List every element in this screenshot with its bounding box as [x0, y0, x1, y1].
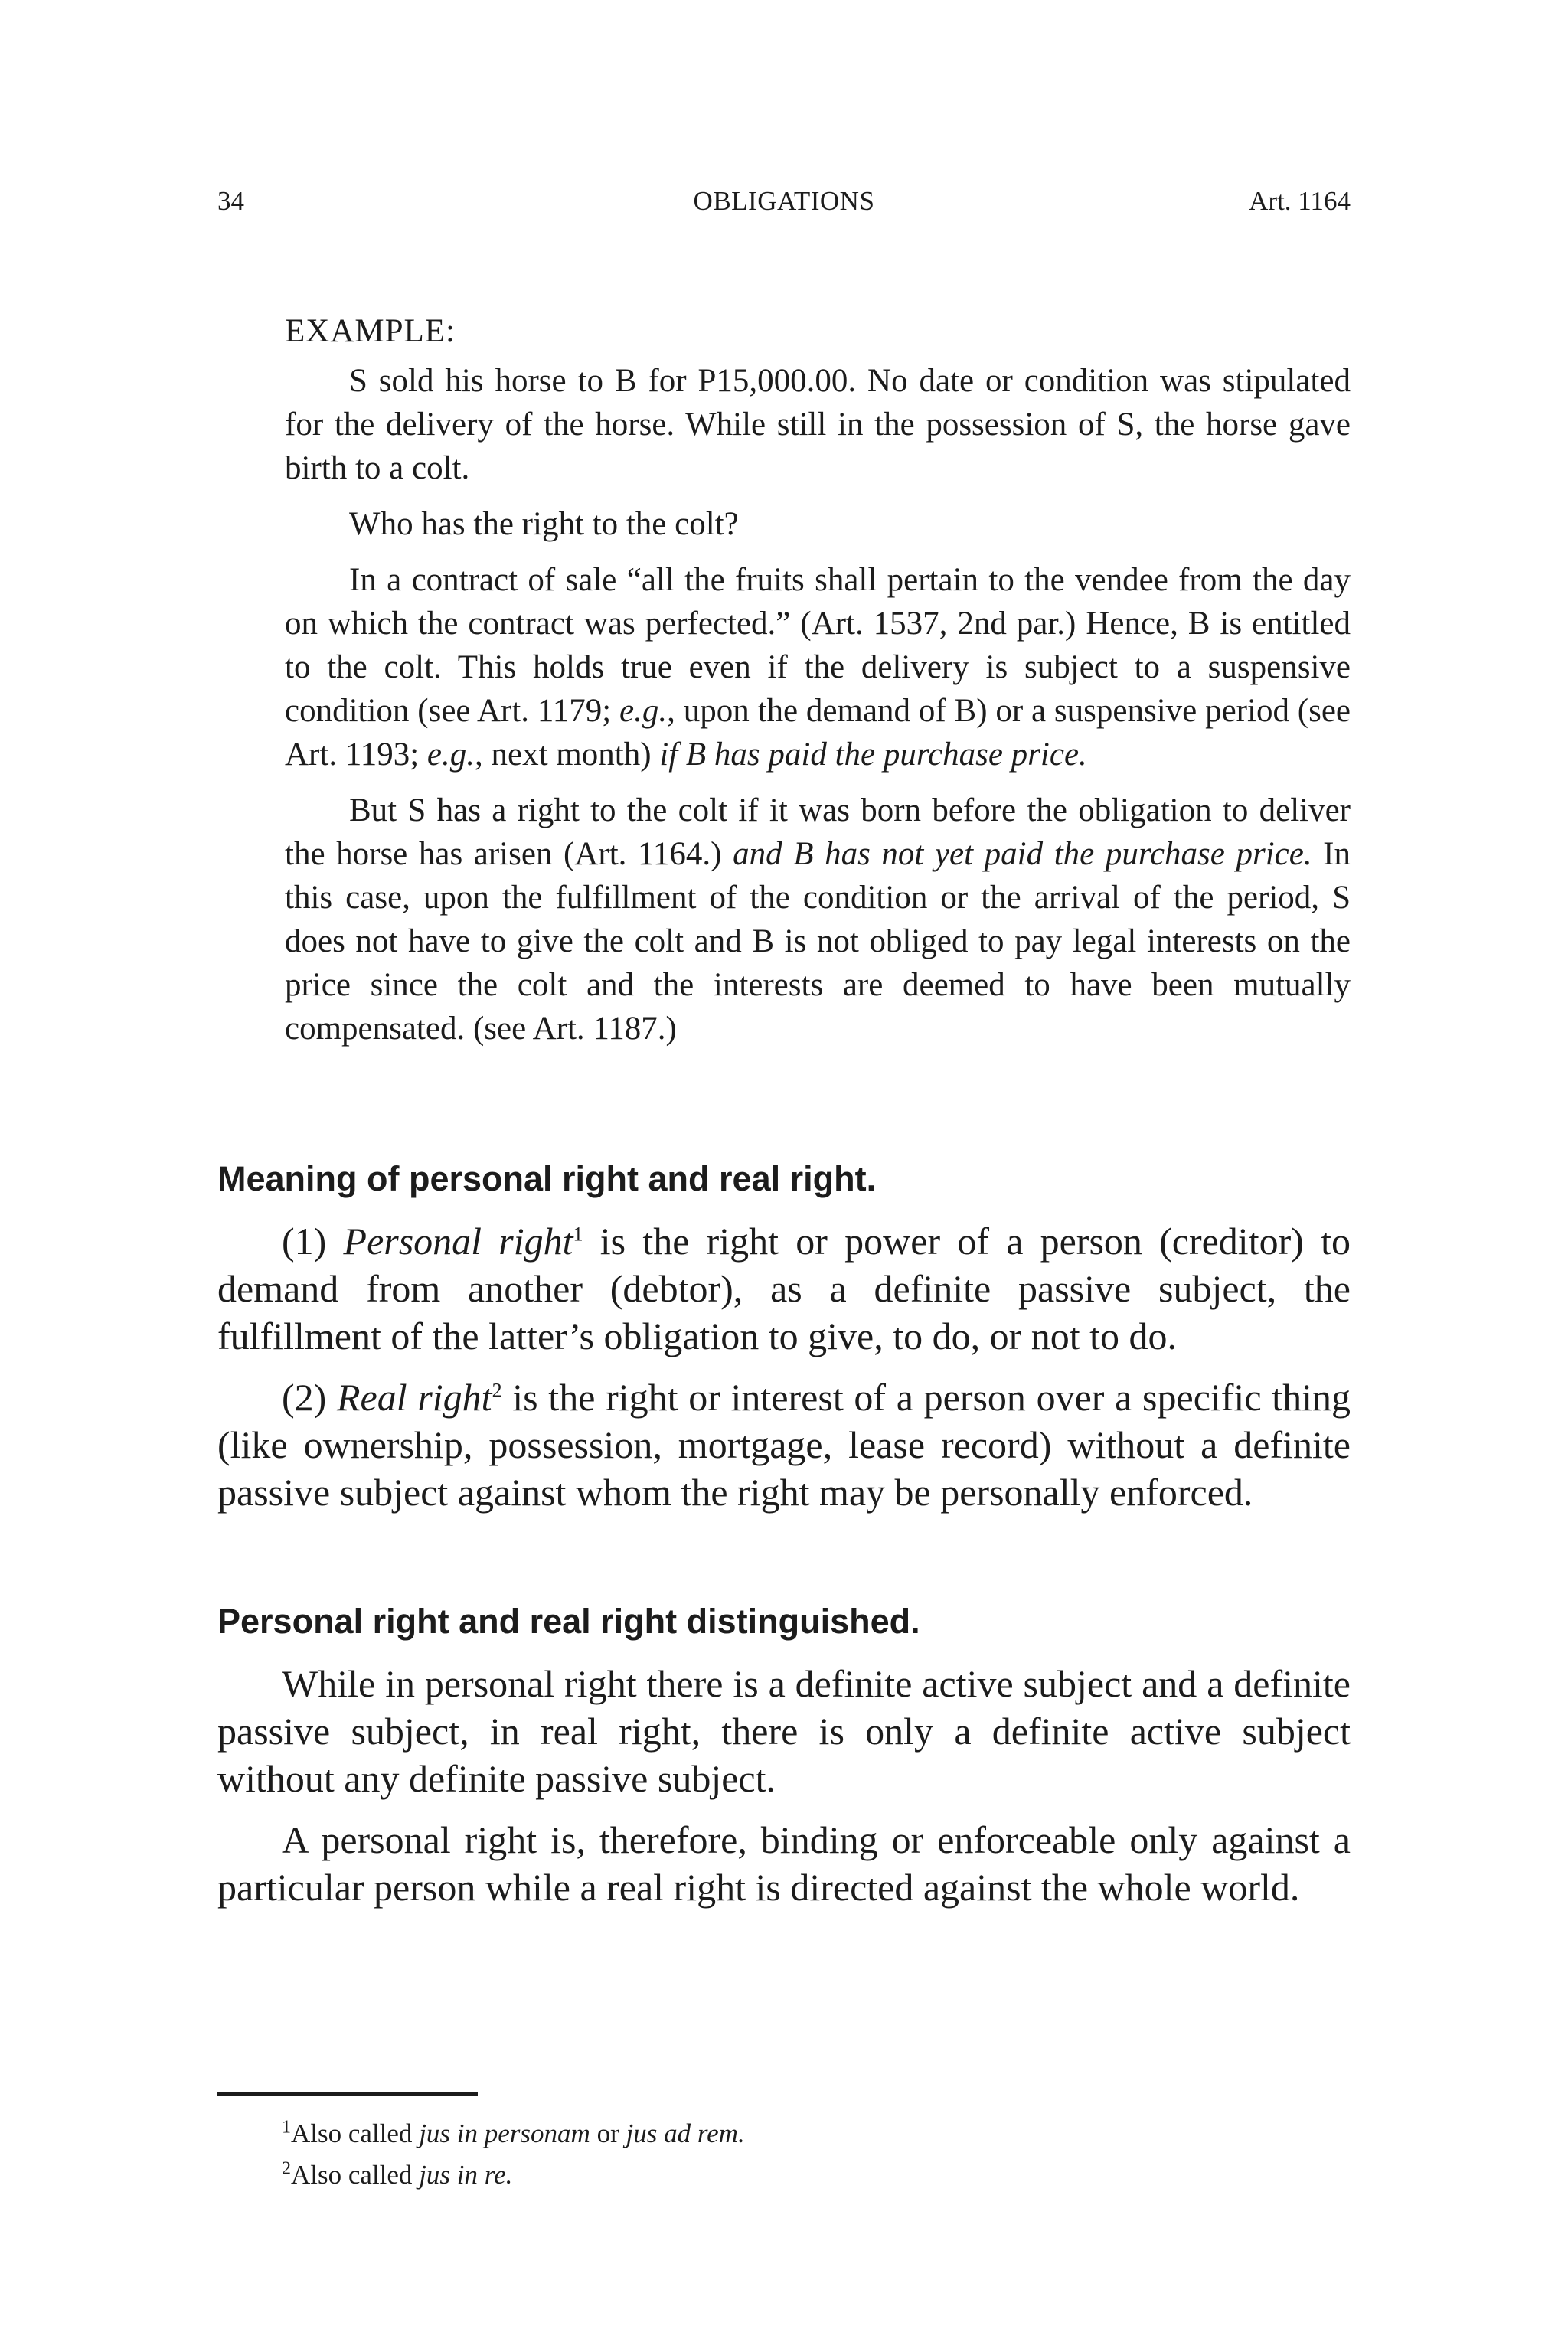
footnote-mark: 1 — [282, 2117, 291, 2138]
footnotes — [282, 2113, 1351, 2196]
answer-text: , next month) — [475, 737, 660, 773]
body-paragraph: While in personal right there is a definite active subject and a definite passive subject, in real right, there is only a definite active subject without any definite passive subject. — [217, 1662, 1351, 1800]
section-distinguished — [217, 1599, 1351, 1925]
example-question: Who has the right to the colt? — [349, 506, 739, 542]
page-number: 34 — [217, 186, 244, 216]
exception-italic: and B has not yet paid the purchase price. — [733, 836, 1312, 872]
answer-italic: e.g. — [619, 693, 668, 729]
answer-text: In a contract of sale “all the fruits shall pertain to the vendee from the day on which the contract was perfected.” (Art. 1537, 2nd par.) Hence, B is entitled to the colt. This holds true even if the delivery is subject to a suspensive condition (see Art. 1179; — [285, 562, 1351, 729]
body-paragraph: A personal right is, therefore, binding or enforceable only against a particular person while a real right is directed against the whole world. — [217, 1818, 1351, 1909]
section-heading: Meaning of personal right and real right. — [217, 1159, 877, 1198]
definition-text: is the right or power of a person (creditor) to demand from another (debtor), as a definite passive subject, the fulfillment of the latter’s obligation to give, to do, or not to do. — [217, 1220, 1351, 1357]
footnote — [282, 2113, 1351, 2154]
defined-term: Personal right — [343, 1220, 573, 1263]
section-heading: Personal right and real right distinguished. — [217, 1602, 920, 1641]
definition-personal-right — [217, 1217, 1351, 1360]
example-label: EXAMPLE: — [285, 313, 456, 349]
footnote-text: or — [590, 2118, 626, 2148]
running-header — [217, 182, 1351, 220]
exception-text: In this case, upon the fulfillment of the condition or the arrival of the period, S does not have to give the colt and B is not obliged to pay legal interests on the price since the colt and the interests are deemed to have been mutually compensated. (see Art. 1187.) — [285, 836, 1351, 1047]
defined-term: Real right — [337, 1376, 492, 1419]
answer-italic: if B has paid the purchase price. — [659, 737, 1087, 773]
article-reference: Art. 1164 — [1249, 186, 1351, 216]
example-paragraph: S sold his horse to B for P15,000.00. No date or condition was stipulated for the delivery of the horse. While still in the possession of S, the horse gave birth to a colt. — [285, 363, 1351, 486]
footnote-italic: jus ad rem. — [626, 2118, 745, 2148]
footnote-italic: jus in personam — [419, 2118, 590, 2148]
definition-number: (1) — [282, 1220, 344, 1263]
definition-text: is the right or interest of a person over a specific thing (like ownership, possession, mortgage, lease record) without a definite passive subject against whom the right may be personally enforced. — [217, 1376, 1351, 1514]
footnote — [282, 2154, 1351, 2196]
definition-real-right — [217, 1374, 1351, 1516]
footnote-mark: 2 — [282, 2158, 291, 2179]
footnote-reference: 1 — [573, 1223, 583, 1246]
footnote-italic: jus in re. — [419, 2160, 513, 2190]
footnote-reference: 2 — [492, 1379, 502, 1402]
definition-number: (2) — [282, 1376, 337, 1419]
section-meaning — [217, 1156, 1351, 1530]
running-title: OBLIGATIONS — [693, 186, 875, 216]
footnote-text: Also called — [291, 2118, 420, 2148]
example-block — [285, 309, 1351, 1063]
answer-italic: e.g. — [426, 737, 475, 773]
footnote-divider — [217, 2092, 478, 2096]
footnote-text: Also called — [291, 2160, 420, 2190]
exception-text: But S has a right to the colt if it was born before the obligation to deliver the horse has arisen (Art. 1164.) — [285, 792, 1351, 872]
example-exception-paragraph — [285, 789, 1351, 1050]
example-answer-paragraph — [285, 558, 1351, 776]
answer-text: , upon the demand of B) or a suspensive period (see Art. 1193; — [285, 693, 1351, 773]
